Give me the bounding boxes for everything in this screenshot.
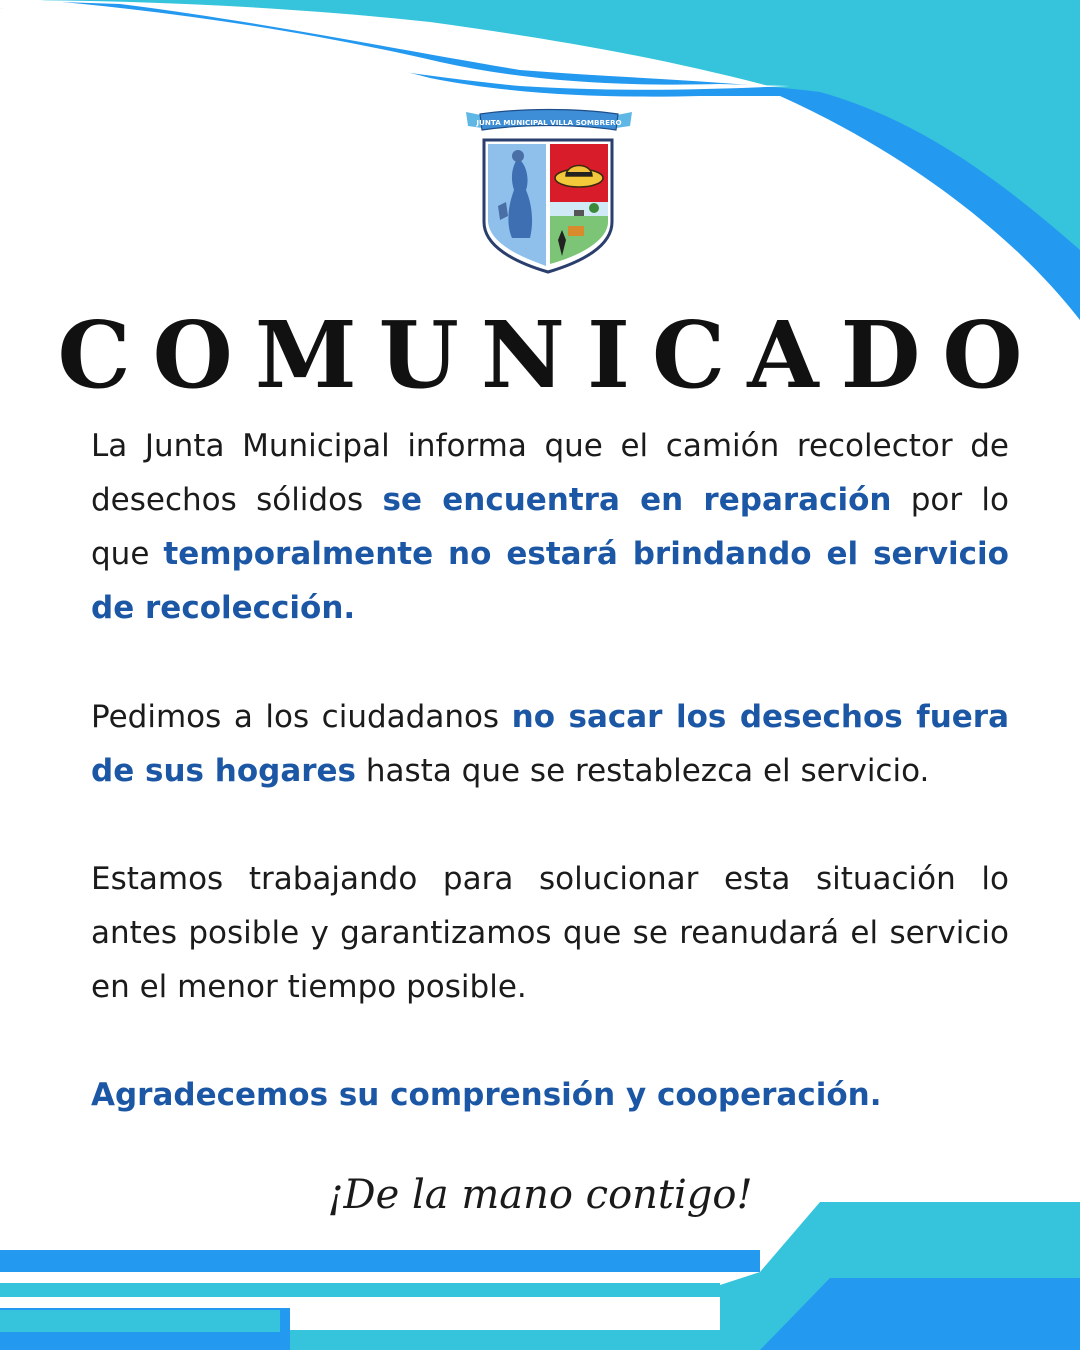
paragraph-notice-text-2: por lo que	[91, 482, 1009, 572]
paragraph-notice-text-1: La Junta Municipal informa que el camión recolector de desechos sólidos	[91, 428, 1009, 518]
municipal-crest-logo	[462, 106, 636, 274]
paragraph-notice	[91, 419, 1009, 635]
paragraph-request	[91, 690, 1009, 798]
page-title: COMUNICADO	[57, 301, 1045, 409]
paragraph-notice-highlight-2: temporalmente no estará brindando el servicio de recolección.	[91, 536, 1009, 626]
tagline: ¡De la mano contigo!	[327, 1172, 753, 1218]
bottom-stripe-2	[0, 1283, 720, 1297]
bottom-right-blue-edge	[290, 1330, 770, 1350]
paragraph-request-text-1: Pedimos a los ciudadanos	[91, 699, 512, 735]
paragraph-notice-highlight-1: se encuentra en reparación	[382, 482, 892, 518]
svg-text:JUNTA MUNICIPAL VILLA SOMBRERO: JUNTA MUNICIPAL VILLA SOMBRERO	[476, 118, 622, 127]
bottom-stripe-4	[0, 1310, 280, 1332]
paragraph-request-highlight: no sacar los desechos fuera de sus hogares	[91, 699, 1009, 789]
closing-thanks: Agradecemos su comprensión y cooperación.	[91, 1077, 882, 1113]
bottom-stripe-1	[0, 1250, 760, 1272]
paragraph-assurance: Estamos trabajando para solucionar esta situación lo antes posible y garantizamos que se reanudará el servicio en el menor tiempo posible.	[91, 861, 1009, 1005]
paragraph-request-text-2: hasta que se restablezca el servicio.	[356, 753, 930, 789]
